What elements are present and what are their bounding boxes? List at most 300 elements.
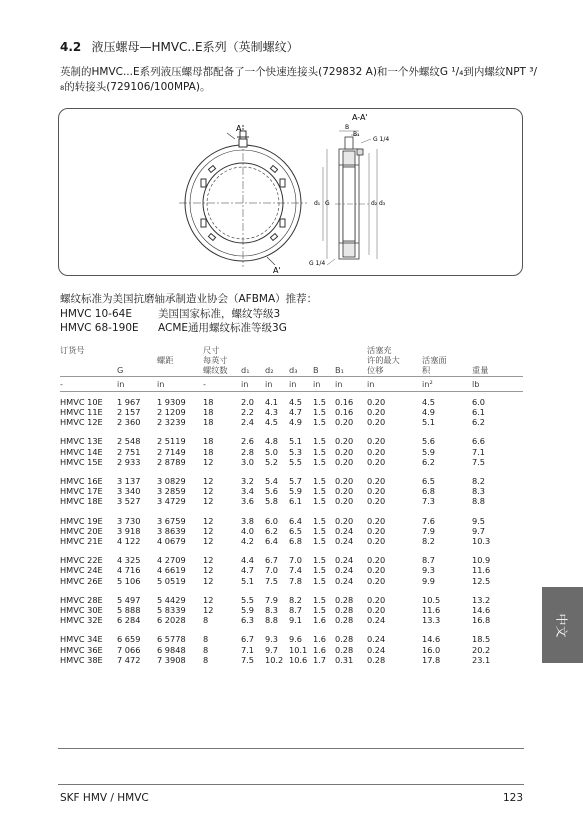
table-row	[60, 595, 523, 605]
table-cell: 0.20	[335, 417, 354, 428]
table-cell: 9.3	[265, 634, 279, 645]
page-number: 123	[503, 792, 524, 804]
table-cell: 0.16	[335, 396, 354, 407]
label-g: G	[325, 200, 330, 207]
table-cell: 12	[203, 575, 214, 586]
table-cell: 0.24	[335, 565, 354, 576]
hydraulic-nut-drawing	[59, 109, 524, 277]
label-d1: d₁	[314, 200, 321, 207]
table-cell: 1.5	[313, 525, 327, 536]
table-cell: 8	[203, 644, 209, 655]
unit-cell: in	[265, 376, 289, 391]
section-number: 4.2	[60, 40, 82, 54]
table-row	[60, 645, 523, 655]
table-cell: 4 2709	[157, 555, 186, 566]
col-dims: 尺寸	[203, 345, 220, 355]
table-cell: 0.20	[367, 565, 386, 576]
table-cell: 4 122	[117, 536, 141, 547]
table-cell: 5.9	[289, 486, 303, 497]
table-row	[60, 615, 523, 625]
table-cell: 6 2028	[157, 615, 186, 626]
group-spacer	[60, 586, 523, 595]
table-cell: 0.20	[367, 436, 386, 447]
table-cell: 13.2	[472, 594, 491, 605]
table-cell: HMVC 22E	[60, 555, 103, 566]
col-g: G	[117, 365, 124, 376]
table-cell: 5.3	[289, 446, 303, 457]
table-row	[60, 417, 523, 427]
table-cell: 0.28	[335, 615, 354, 626]
table-cell: 6.1	[289, 496, 303, 507]
table-cell: 2.0	[241, 396, 255, 407]
unit-cell: in	[313, 376, 335, 391]
table-cell: 1.5	[313, 407, 327, 418]
label-g14-bottom: G 1/4	[309, 260, 326, 267]
table-cell: 1.5	[313, 486, 327, 497]
table-cell: 5 0519	[157, 575, 186, 586]
table-cell: 8.2	[289, 594, 303, 605]
table-cell: 2.2	[241, 407, 255, 418]
table-cell: 10.5	[422, 594, 441, 605]
table-cell: 4.5	[289, 396, 303, 407]
label-a: A	[236, 124, 242, 133]
table-cell: 0.20	[335, 476, 354, 487]
table-row	[60, 555, 523, 565]
thread-code: HMVC 10-64E	[60, 307, 132, 320]
table-cell: 0.20	[367, 407, 386, 418]
group-spacer	[60, 507, 523, 516]
table-cell: HMVC 17E	[60, 486, 103, 497]
table-cell: 18	[203, 417, 214, 428]
table-cell: 2 548	[117, 436, 141, 447]
table-cell: 0.20	[335, 515, 354, 526]
header-row-2	[60, 355, 523, 365]
label-d2: d₂	[371, 200, 378, 207]
table-cell: 6.6	[472, 436, 486, 447]
table-cell: 1.7	[313, 654, 327, 665]
section-label: A-A'	[352, 113, 368, 122]
col-order-no: 订货号	[60, 345, 85, 355]
table-cell: 3 340	[117, 486, 141, 497]
table-cell: 7.6	[422, 515, 436, 526]
table-cell: 5.9	[422, 446, 436, 457]
label-g14-top: G 1/4	[373, 136, 390, 143]
table-cell: 12	[203, 525, 214, 536]
label-b1: B₁	[353, 131, 360, 138]
table-cell: 8.7	[422, 555, 436, 566]
table-cell: 1.5	[313, 436, 327, 447]
table-cell: 14.6	[472, 605, 491, 616]
table-cell: 5.6	[265, 486, 279, 497]
table-cell: 5.5	[289, 456, 303, 467]
table-cell: 7.0	[289, 555, 303, 566]
header-row-1	[60, 345, 523, 355]
table-cell: 4 6619	[157, 565, 186, 576]
table-cell: 1.5	[313, 536, 327, 547]
header-row-3	[60, 365, 523, 376]
table-cell: 4.2	[241, 536, 255, 547]
table-cell: 0.24	[335, 525, 354, 536]
language-tab[interactable]	[542, 587, 583, 663]
table-cell: 1.6	[313, 615, 327, 626]
table-cell: 7.5	[241, 654, 255, 665]
table-cell: HMVC 28E	[60, 594, 103, 605]
table-cell: 1.5	[313, 565, 327, 576]
table-cell: 0.20	[335, 486, 354, 497]
table-cell: 6.2	[472, 417, 486, 428]
table-cell: 10.6	[289, 654, 308, 665]
table-cell: 5.8	[265, 496, 279, 507]
table-cell: 9.7	[472, 525, 486, 536]
table-cell: HMVC 12E	[60, 417, 103, 428]
table-cell: 6.1	[472, 407, 486, 418]
table-cell: 7.3	[422, 496, 436, 507]
table-cell: 0.24	[367, 644, 386, 655]
table-cell: 8.8	[472, 496, 486, 507]
table-cell: 4.1	[265, 396, 279, 407]
table-cell: 7.8	[289, 575, 303, 586]
unit-cell: in	[335, 376, 367, 391]
table-cell: 0.24	[367, 615, 386, 626]
drawing-frame	[58, 108, 523, 276]
table-cell: 6 9848	[157, 644, 186, 655]
group-spacer	[60, 546, 523, 555]
table-cell: HMVC 18E	[60, 496, 103, 507]
table-cell: 6.0	[472, 396, 486, 407]
table-cell: 4 325	[117, 555, 141, 566]
table-cell: 4.3	[265, 407, 279, 418]
table-cell: 3.6	[241, 496, 255, 507]
units-row	[60, 376, 523, 391]
table-cell: HMVC 20E	[60, 525, 103, 536]
table-row	[60, 447, 523, 457]
table-cell: 5.1	[289, 436, 303, 447]
table-cell: 3 8639	[157, 525, 186, 536]
table-cell: 9.6	[289, 634, 303, 645]
table-cell: 6.5	[289, 525, 303, 536]
table-cell: 0.28	[335, 594, 354, 605]
table-cell: 7.1	[472, 446, 486, 457]
table-cell: 10.9	[472, 555, 491, 566]
group-spacer	[60, 467, 523, 476]
table-cell: 1.5	[313, 446, 327, 457]
table-cell: 7.5	[472, 456, 486, 467]
col-piston-2: 许的最大	[367, 355, 400, 366]
table-cell: 5 8339	[157, 605, 186, 616]
product-table	[60, 345, 523, 665]
table-cell: 2.8	[241, 446, 255, 457]
table-cell: 0.20	[367, 575, 386, 586]
table-cell: 9.3	[422, 565, 436, 576]
table-cell: 17.8	[422, 654, 441, 665]
table-cell: 6.8	[422, 486, 436, 497]
table-cell: 2 360	[117, 417, 141, 428]
table-cell: 5.2	[265, 456, 279, 467]
table-cell: 7.4	[289, 565, 303, 576]
table-row	[60, 526, 523, 536]
table-cell: 1.5	[313, 575, 327, 586]
table-cell: 5 4429	[157, 594, 186, 605]
table-cell: 1.5	[313, 496, 327, 507]
table-row	[60, 436, 523, 446]
table-row	[60, 457, 523, 467]
table-cell: 12.5	[472, 575, 491, 586]
unit-cell: in	[289, 376, 313, 391]
table-cell: 3 2859	[157, 486, 186, 497]
table-cell: 7.9	[265, 594, 279, 605]
table-cell: 6.7	[241, 634, 255, 645]
table-cell: HMVC 11E	[60, 407, 103, 418]
table-cell: HMVC 34E	[60, 634, 103, 645]
table-cell: 2 933	[117, 456, 141, 467]
unit-cell: in	[367, 376, 422, 391]
table-cell: 1.5	[313, 417, 327, 428]
table-cell: 12	[203, 456, 214, 467]
table-cell: 1.5	[313, 396, 327, 407]
col-area: 活塞面	[422, 355, 447, 366]
section-view	[323, 131, 377, 265]
thread-row	[60, 321, 317, 336]
table-cell: HMVC 26E	[60, 575, 103, 586]
table-row	[60, 476, 523, 486]
table-cell: 18	[203, 396, 214, 407]
col-area-2: 积	[422, 365, 431, 376]
table-cell: 10.2	[265, 654, 284, 665]
table-cell: 0.20	[367, 446, 386, 457]
table-cell: 4.7	[241, 565, 255, 576]
table-cell: 0.20	[367, 605, 386, 616]
table-cell: 5 106	[117, 575, 141, 586]
table-cell: HMVC 19E	[60, 515, 103, 526]
thread-desc: ACME通用螺纹标准等级3G	[158, 322, 287, 334]
table-cell: 3.0	[241, 456, 255, 467]
table-cell: HMVC 36E	[60, 644, 103, 655]
label-d3: d₃	[379, 200, 386, 207]
col-piston: 活塞充	[367, 345, 392, 355]
table-cell: 10.3	[472, 536, 491, 547]
table-cell: HMVC 21E	[60, 536, 103, 547]
table-cell: 1.6	[313, 634, 327, 645]
footer-rule	[58, 784, 524, 785]
table-cell: 3 137	[117, 476, 141, 487]
table-cell: 0.20	[335, 446, 354, 457]
unit-cell: lb	[472, 376, 523, 391]
table-cell: 4.9	[289, 417, 303, 428]
footer-title: SKF HMV / HMVC	[60, 792, 149, 804]
col-b1: B₁	[335, 365, 344, 376]
table-row	[60, 605, 523, 615]
table-cell: 0.28	[367, 654, 386, 665]
table-cell: 6.3	[241, 615, 255, 626]
intro-paragraph: 英制的HMVC...E系列液压螺母都配备了一个快速连接头(729832 A)和一个外螺纹G ¹/₄到内螺纹NPT ³/₈的转接头(729106/100MPA)。	[60, 66, 538, 93]
col-d2: d₂	[265, 365, 274, 376]
table-cell: 6.0	[265, 515, 279, 526]
table-row	[60, 407, 523, 417]
col-b: B	[313, 365, 319, 376]
table-cell: 3 6759	[157, 515, 186, 526]
table-cell: 2.4	[241, 417, 255, 428]
table-cell: 0.20	[367, 594, 386, 605]
table-cell: 12	[203, 565, 214, 576]
table-cell: 1 9309	[157, 396, 186, 407]
table-cell: 3.8	[241, 515, 255, 526]
table-cell: 20.2	[472, 644, 491, 655]
table-cell: 0.20	[367, 536, 386, 547]
table-cell: 9.5	[472, 515, 486, 526]
table-cell: 3 527	[117, 496, 141, 507]
language-tab-label: 中文	[554, 612, 569, 638]
unit-cell: in²	[422, 376, 472, 391]
thread-standard-info	[60, 292, 317, 336]
table-cell: 8	[203, 654, 209, 665]
table-cell: 3 4729	[157, 496, 186, 507]
table-cell: 0.28	[335, 634, 354, 645]
table-cell: 0.24	[367, 634, 386, 645]
table-cell: HMVC 30E	[60, 605, 103, 616]
table-cell: 5.0	[265, 446, 279, 457]
table-cell: 7 066	[117, 644, 141, 655]
front-view	[179, 125, 307, 267]
table-cell: 11.6	[472, 565, 491, 576]
table-cell: 6.2	[265, 525, 279, 536]
table-row	[60, 397, 523, 407]
table-cell: 6 5778	[157, 634, 186, 645]
table-cell: 0.20	[335, 436, 354, 447]
table-cell: 1 967	[117, 396, 141, 407]
table-cell: 2 157	[117, 407, 141, 418]
table-cell: 3 918	[117, 525, 141, 536]
table-cell: 0.24	[335, 575, 354, 586]
col-d3: d₃	[289, 365, 298, 376]
table-row	[60, 655, 523, 665]
table-row	[60, 536, 523, 546]
table-cell: 18	[203, 436, 214, 447]
table-cell: 3.4	[241, 486, 255, 497]
table-cell: 5 497	[117, 594, 141, 605]
table-cell: 0.16	[335, 407, 354, 418]
table-cell: 8	[203, 615, 209, 626]
table-row	[60, 576, 523, 586]
table-cell: 13.3	[422, 615, 441, 626]
table-cell: 4.7	[289, 407, 303, 418]
table-cell: 0.20	[367, 486, 386, 497]
table-cell: 0.31	[335, 654, 354, 665]
table-cell: 7.0	[265, 565, 279, 576]
table-cell: 6 284	[117, 615, 141, 626]
table-cell: 6.4	[265, 536, 279, 547]
table-cell: 4.4	[241, 555, 255, 566]
table-cell: 3 730	[117, 515, 141, 526]
table-cell: 5.4	[265, 476, 279, 487]
table-cell: 6.8	[289, 536, 303, 547]
table-cell: 4 716	[117, 565, 141, 576]
table-cell: 6.5	[422, 476, 436, 487]
table-cell: 9.9	[422, 575, 436, 586]
table-cell: 18	[203, 446, 214, 457]
table-cell: 12	[203, 515, 214, 526]
table-cell: 4.5	[265, 417, 279, 428]
table-cell: HMVC 15E	[60, 456, 103, 467]
table-cell: 7 3908	[157, 654, 186, 665]
table-cell: 3 0829	[157, 476, 186, 487]
table-cell: 8.2	[472, 476, 486, 487]
table-cell: 0.20	[367, 525, 386, 536]
table-cell: 9.7	[265, 644, 279, 655]
table-cell: 4 0679	[157, 536, 186, 547]
table-cell: 14.6	[422, 634, 441, 645]
table-row	[60, 516, 523, 526]
table-cell: HMVC 16E	[60, 476, 103, 487]
table-cell: 8.3	[472, 486, 486, 497]
table-cell: 0.28	[335, 644, 354, 655]
table-cell: 8.2	[422, 536, 436, 547]
table-cell: 5.5	[241, 594, 255, 605]
section-title: 液压螺母—HMVC..E系列（英制螺纹）	[91, 40, 299, 54]
table-cell: 10.1	[289, 644, 308, 655]
table-cell: 12	[203, 536, 214, 547]
table-cell: 0.20	[367, 555, 386, 566]
table-cell: 2 7149	[157, 446, 186, 457]
section-heading	[60, 38, 299, 55]
table-cell: 16.0	[422, 644, 441, 655]
table-cell: 5.1	[422, 417, 436, 428]
table-cell: 7.1	[241, 644, 255, 655]
thread-desc: 美国国家标准，螺纹等级3	[158, 307, 281, 320]
table-cell: 6.4	[289, 515, 303, 526]
table-cell: 4.5	[422, 396, 436, 407]
group-spacer	[60, 427, 523, 436]
table-cell: 7.5	[265, 575, 279, 586]
table-cell: 1.5	[313, 605, 327, 616]
table-cell: 11.6	[422, 605, 441, 616]
table-cell: 8.7	[289, 605, 303, 616]
table-cell: HMVC 14E	[60, 446, 103, 457]
label-b: B	[345, 124, 350, 131]
table-cell: HMVC 13E	[60, 436, 103, 447]
group-spacer	[60, 625, 523, 634]
table-cell: 1.5	[313, 594, 327, 605]
table-row	[60, 634, 523, 644]
table-cell: 4.0	[241, 525, 255, 536]
unit-cell: in	[241, 376, 265, 391]
table-cell: 8	[203, 634, 209, 645]
table-cell: 0.20	[367, 496, 386, 507]
col-per-inch: 每英寸	[203, 355, 228, 366]
table-row	[60, 565, 523, 575]
label-a-prime: A'	[273, 266, 281, 275]
table-cell: 5.6	[422, 436, 436, 447]
col-d1: d₁	[241, 365, 250, 376]
col-threads: 螺纹数	[203, 365, 228, 376]
table-row	[60, 496, 523, 506]
table-cell: 6.2	[422, 456, 436, 467]
table-cell: 1.5	[313, 555, 327, 566]
table-cell: 9.1	[289, 615, 303, 626]
col-weight: 重量	[472, 365, 489, 376]
table-cell: 5 888	[117, 605, 141, 616]
table-cell: 3.2	[241, 476, 255, 487]
table-cell: 0.20	[335, 496, 354, 507]
table-cell: 2.6	[241, 436, 255, 447]
table-cell: 0.20	[367, 417, 386, 428]
table-cell: 7 472	[117, 654, 141, 665]
table-cell: 0.20	[367, 456, 386, 467]
table-cell: 1.5	[313, 456, 327, 467]
table-cell: 2 751	[117, 446, 141, 457]
table-cell: 8.8	[265, 615, 279, 626]
table-cell: 12	[203, 594, 214, 605]
table-cell: 0.24	[335, 555, 354, 566]
